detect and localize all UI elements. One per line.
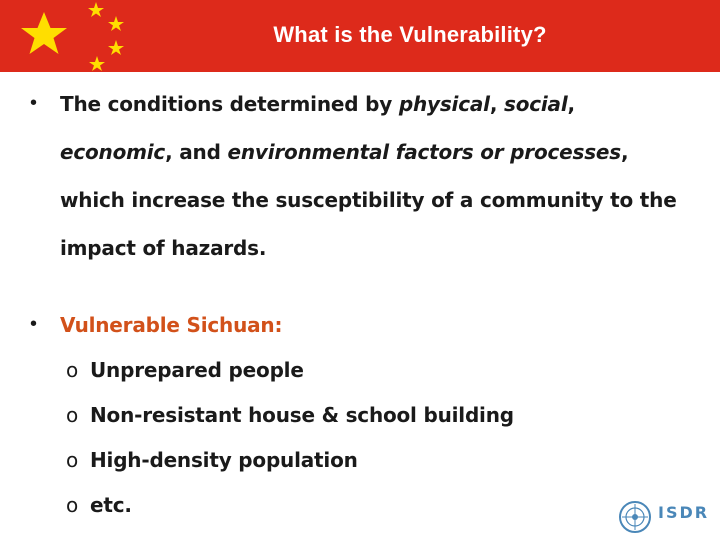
definition-line-4: impact of hazards. xyxy=(60,236,267,260)
bullet-marker: • xyxy=(30,92,38,114)
bullet-marker: • xyxy=(30,313,38,335)
vulnerable-sichuan-heading: Vulnerable Sichuan: xyxy=(60,313,283,337)
definition-line-2: economic, and environmental factors or processes, xyxy=(60,140,629,164)
sub-item-high-density-population: High-density population xyxy=(90,448,358,472)
sub-item-unprepared-people: Unprepared people xyxy=(90,358,304,382)
sub-bullet-marker: o xyxy=(66,493,79,517)
isdr-logo-text: ISDR xyxy=(658,503,710,522)
sub-item-non-resistant-buildings: Non-resistant house & school building xyxy=(90,403,514,427)
sub-bullet-marker: o xyxy=(66,448,79,472)
un-emblem-icon xyxy=(618,500,652,534)
definition-line-3: which increase the susceptibility of a community to the xyxy=(60,188,677,212)
sub-bullet-marker: o xyxy=(66,403,79,427)
sub-bullet-marker: o xyxy=(66,358,79,382)
isdr-logo xyxy=(618,500,714,536)
definition-line-1: The conditions determined by physical, social, xyxy=(60,92,575,116)
slide-title: What is the Vulnerability? xyxy=(273,22,547,47)
sub-item-etc: etc. xyxy=(90,493,132,517)
